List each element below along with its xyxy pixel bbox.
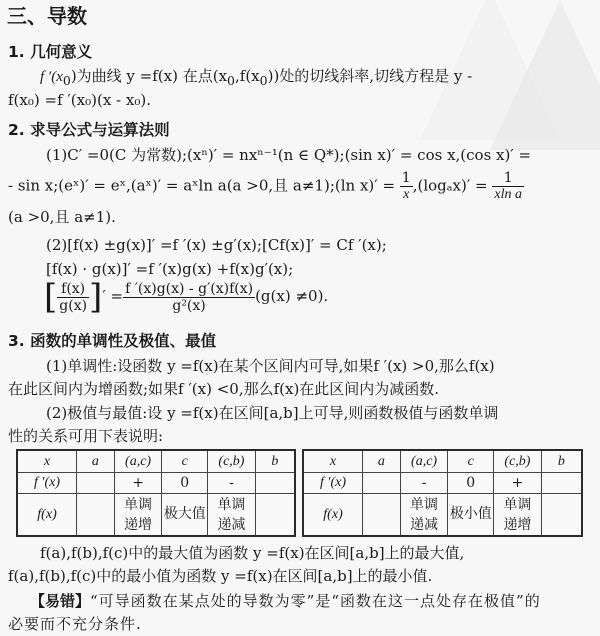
table-cell: b (541, 450, 582, 473)
section-3-heading: 3. 函数的单调性及极值、最值 (8, 332, 217, 350)
pitfall-tag: 【易错】 (30, 592, 91, 610)
pitfall-text: “可导函数在某点处的导数为零”是“函数在这一点处存在极值”的 (90, 592, 541, 610)
table-cell: + (494, 473, 542, 494)
quotient-rule (44, 277, 329, 320)
table-cell (400, 494, 448, 537)
text-fragment: ′ = (102, 287, 124, 305)
rule-1-line-1: (1)C′ =0(C 为常数);(xⁿ)′ = nxⁿ⁻¹(n ∈ Q*);(sin x)′ = cos x,(cos x)′ = (46, 146, 532, 164)
table-cell: a (363, 450, 401, 473)
cell-text: 单调递增 (503, 496, 532, 533)
text-fragment: ))处的切线斜率,切线方程是 y - (267, 67, 473, 85)
table-cell (363, 494, 401, 537)
cell-text: 单调递减 (217, 496, 246, 533)
right-bracket: ] (89, 277, 103, 317)
section-1-line-1: f $'(x_0)$为曲线 y =f(x) 在点$(x_0,f(x_0))$处的切线斜率,切线方程是 y - (40, 67, 473, 88)
table-cell: + (114, 473, 162, 494)
table-cell: x (303, 450, 363, 473)
pitfall-line-1 (30, 591, 541, 611)
table-row (17, 450, 295, 473)
page-title: 三、导数 (7, 4, 87, 28)
table-cell: b (255, 450, 295, 473)
minimum-table (302, 449, 583, 537)
pitfall-line-2: 必要而不充分条件. (8, 615, 142, 633)
table-cell: f ′(x) (303, 473, 363, 494)
table-cell: - (208, 473, 256, 494)
table-cell (208, 494, 256, 537)
table-cell: x (17, 450, 77, 473)
table-cell (77, 494, 115, 537)
cell-text: 单调递减 (410, 496, 439, 533)
table-cell: f ′(x) (17, 473, 77, 494)
rule-1-line-2 (8, 170, 524, 204)
fraction-f-over-g (57, 281, 89, 314)
numerator: 1 (492, 170, 524, 187)
min-value-line: f(a),f(b),f(c)中的最小值为函数 y =f(x)在区间[a,b]上的最小值. (8, 567, 433, 585)
table-cell: f(x) (17, 494, 77, 537)
table-cell (494, 494, 542, 537)
table-cell: (a,c) (400, 450, 448, 473)
text-fragment: f ′(x (40, 69, 63, 85)
table-cell: (a,c) (114, 450, 162, 473)
left-bracket: [ (44, 277, 58, 317)
denominator: g(x) (59, 297, 88, 314)
fraction-1-over-xlna (492, 170, 524, 203)
text-fragment: )为曲线 y =f(x) 在点(x (70, 67, 228, 85)
table-cell: a (77, 450, 115, 473)
numerator: 1 (401, 170, 411, 186)
table-cell (114, 494, 162, 537)
monotonicity-line-1: (1)单调性:设函数 y =f(x)在某个区间内可导,如果f ′(x) >0,那么f(x) (46, 357, 495, 375)
table-cell: f(x) (303, 494, 363, 537)
table-row (17, 494, 295, 537)
table-cell (255, 494, 295, 537)
rule-2-line-1: (2)[f(x) ±g(x)]′ =f ′(x) ±g′(x);[Cf(x)]′ = Cf ′(x); (46, 236, 387, 254)
table-cell: 0 (162, 473, 208, 494)
table-row (303, 450, 582, 473)
table-cell: 极大值 (162, 494, 208, 537)
table-cell: (c,b) (208, 450, 256, 473)
table-cell: (c,b) (494, 450, 542, 473)
extrema-line-1: (2)极值与最值:设 y =f(x)在区间[a,b]上可导,则函数极值与函数单调 (46, 404, 499, 422)
table-cell (77, 473, 115, 494)
table-cell (541, 494, 582, 537)
table-cell: c (448, 450, 494, 473)
rule-1-line-3: (a >0,且 a≠1). (8, 208, 116, 226)
table-row (303, 494, 582, 537)
table-cell: 0 (448, 473, 494, 494)
text-fragment: (g(x) ≠0). (255, 287, 329, 305)
section-1-line-2: f(x₀) =f ′(x₀)(x - x₀). (8, 91, 151, 109)
table-cell: - (400, 473, 448, 494)
text-fragment: ,(logₐx)′ = (412, 176, 488, 195)
rule-2-line-2: [f(x) · g(x)]′ =f ′(x)g(x) +f(x)g′(x); (46, 260, 294, 278)
table-row (303, 473, 582, 494)
monotonicity-line-2: 在此区间内为增函数;如果f ′(x) <0,那么f(x)在此区间内为减函数. (8, 380, 440, 398)
denominator: xln a (494, 187, 522, 202)
table-cell (541, 473, 582, 494)
numerator: f ′(x)g(x) - g′(x)f(x) (125, 280, 254, 297)
table-cell: c (162, 450, 208, 473)
text-fragment: - sin x;(eˣ)′ = eˣ,(aˣ)′ = aˣln a(a >0,且 a≠1);(ln x)′ = (8, 176, 396, 195)
table-cell (255, 473, 295, 494)
table-cell: 极小值 (448, 494, 494, 537)
max-value-line: f(a),f(b),f(c)中的最大值为函数 y =f(x)在区间[a,b]上的最大值, (40, 544, 465, 562)
fraction-1-over-x (400, 170, 413, 203)
denominator: g²(x) (172, 297, 206, 314)
fraction-quotient-rhs (123, 281, 255, 314)
section-2-heading: 2. 求导公式与运算法则 (8, 121, 170, 139)
table-cell (363, 473, 401, 494)
table-row (17, 473, 295, 494)
text-fragment: ,f(x (235, 67, 260, 85)
denominator: x (403, 187, 410, 202)
section-1-heading: 1. 几何意义 (8, 43, 93, 61)
cell-text: 单调递增 (124, 496, 153, 533)
numerator: f(x) (57, 281, 89, 298)
background-decoration (490, 0, 600, 150)
maximum-table (16, 449, 296, 537)
extrema-line-2: 性的关系可用下表说明: (8, 427, 164, 445)
